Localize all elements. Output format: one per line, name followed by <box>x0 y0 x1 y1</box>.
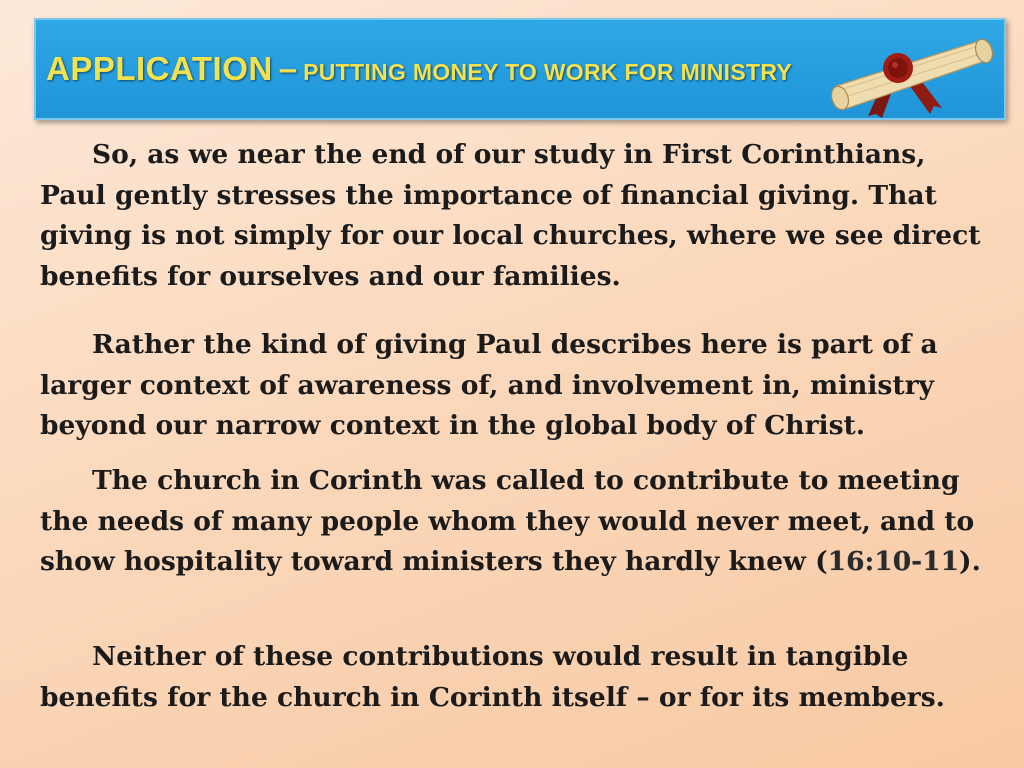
paragraph-2: Rather the kind of giving Paul describes here is part of a larger context of awareness of, and involvement in, ministry beyond our narrow context in the global body of Christ. <box>40 329 938 441</box>
paragraph-4: Neither of these contributions would result in tangible benefits for the church in Corinth itself – or for its members. <box>40 641 945 713</box>
title-subtitle: PUTTING MONEY TO WORK FOR MINISTRY <box>303 59 793 85</box>
paragraph-3-text: The church in Corinth was called to contribute to meeting the needs of many people whom they would never meet, and to show hospitality toward ministers they hardly knew ( <box>40 465 975 577</box>
title-banner <box>34 18 1006 120</box>
paragraph-3-end: ). <box>959 546 981 577</box>
title-main: APPLICATION <box>46 50 273 87</box>
title-dash: – <box>278 50 298 87</box>
slide-title <box>46 52 792 85</box>
paragraph-3 <box>40 461 990 583</box>
scripture-reference: 16:10-11 <box>827 546 960 577</box>
scroll-with-seal-icon <box>826 24 996 118</box>
paragraph-1: So, as we near the end of our study in First Corinthians, Paul gently stresses the importance of financial giving. That giving is not simply for our local churches, where we see direct benefits for ourselves and our families. <box>40 139 981 292</box>
